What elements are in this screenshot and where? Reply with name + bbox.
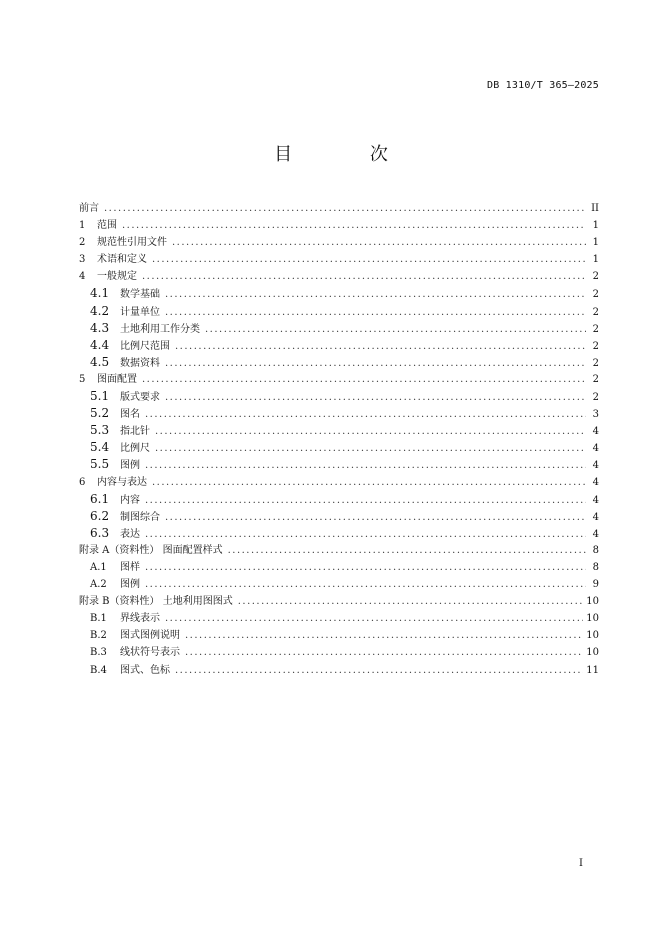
toc-leader-dots [165, 286, 586, 303]
toc-entry[interactable] [79, 456, 599, 473]
toc-entry[interactable] [79, 200, 599, 217]
toc-entry-label: 计量单位 [120, 306, 160, 318]
toc-entry-number: B.4 [90, 664, 107, 676]
toc-entry-page: 1 [592, 220, 599, 232]
toc-entry-number: 6.1 [90, 491, 110, 506]
toc-entry-number: 3 [79, 254, 86, 266]
toc-entry[interactable] [79, 542, 599, 559]
toc-entry[interactable] [79, 474, 599, 491]
toc-entry-page: 2 [592, 289, 599, 301]
toc-entry-number: 4.5 [90, 354, 110, 369]
toc-entry[interactable] [79, 610, 599, 627]
toc-entry-label: 指北针 [120, 426, 150, 438]
toc-leader-dots [155, 440, 586, 457]
toc-entry-label: 范围 [97, 220, 117, 232]
toc-entry[interactable] [79, 388, 599, 405]
toc-entry-label: 规范性引用文件 [97, 237, 167, 249]
toc-leader-dots [175, 662, 583, 679]
toc-leader-dots [175, 338, 586, 355]
toc-leader-dots [145, 492, 586, 509]
toc-leader-dots [165, 304, 586, 321]
toc-leader-dots [145, 406, 586, 423]
toc-entry-number: 5.4 [90, 440, 110, 455]
page-title: 目 次 [274, 144, 424, 165]
toc-leader-dots [228, 542, 586, 559]
toc-leader-dots [142, 371, 586, 388]
toc-entry[interactable] [79, 303, 599, 320]
toc-entry[interactable] [79, 405, 599, 422]
toc-entry-number: 6.2 [90, 508, 110, 523]
toc-leader-dots [145, 576, 586, 593]
toc-entry[interactable] [79, 593, 599, 610]
toc-entry[interactable] [79, 371, 599, 388]
toc-entry-number: 4.2 [90, 303, 110, 318]
toc-entry[interactable] [79, 576, 599, 593]
toc-entry-label: 比例尺范围 [120, 340, 170, 352]
toc-entry[interactable] [79, 525, 599, 542]
toc-entry-number: A.1 [90, 561, 107, 573]
toc-entry-page: 1 [592, 237, 599, 249]
toc-entry-page: 2 [592, 306, 599, 318]
toc-entry-page: II [591, 203, 599, 214]
toc-entry-number: 4.4 [90, 337, 110, 352]
toc-entry-label: 内容与表达 [97, 476, 147, 488]
toc-entry[interactable] [79, 559, 599, 576]
toc-entry-page: 4 [592, 460, 599, 472]
toc-entry-page: 10 [586, 630, 599, 642]
toc-entry[interactable] [79, 268, 599, 285]
toc-entry-page: 4 [592, 443, 599, 455]
toc-entry[interactable] [79, 285, 599, 302]
toc-leader-dots [185, 644, 583, 661]
toc-entry-page: 1 [592, 254, 599, 266]
toc-entry-page: 4 [592, 476, 599, 488]
toc-entry[interactable] [79, 337, 599, 354]
toc-entry[interactable] [79, 354, 599, 371]
toc-entry[interactable] [79, 644, 599, 661]
page-number: I [579, 858, 583, 869]
table-of-contents [79, 200, 599, 679]
toc-entry[interactable] [79, 439, 599, 456]
toc-entry-number: 4.3 [90, 320, 110, 335]
toc-entry-page: 4 [592, 511, 599, 523]
toc-entry-label: 前言 [79, 203, 99, 214]
toc-entry-page: 8 [592, 561, 599, 573]
toc-leader-dots [185, 627, 583, 644]
toc-entry-page: 2 [592, 323, 599, 335]
toc-entry-page: 2 [592, 357, 599, 369]
toc-entry-page: 3 [592, 409, 599, 421]
toc-entry-label: 图名 [120, 409, 140, 421]
toc-entry-label: 图面配置 [97, 373, 137, 385]
toc-entry-page: 11 [586, 664, 599, 676]
toc-entry-number: 6.3 [90, 525, 110, 540]
toc-entry-number: 5 [79, 373, 86, 385]
toc-leader-dots [165, 509, 586, 526]
toc-entry-label: 附录 B（资料性） 土地利用图图式 [79, 596, 233, 608]
toc-entry[interactable] [79, 234, 599, 251]
toc-entry[interactable] [79, 320, 599, 337]
toc-leader-dots [152, 474, 586, 491]
toc-entry[interactable] [79, 422, 599, 439]
toc-entry-label: 界线表示 [120, 613, 160, 625]
toc-entry-number: B.1 [90, 613, 107, 625]
toc-leader-dots [104, 200, 586, 217]
toc-entry-page: 9 [592, 579, 599, 591]
toc-entry-label: 术语和定义 [97, 254, 147, 266]
toc-entry-label: 图例 [120, 579, 140, 591]
toc-leader-dots [145, 526, 586, 543]
toc-entry-label: 图例 [120, 460, 140, 472]
toc-entry-page: 2 [592, 373, 599, 385]
toc-entry-label: 附录 A（资料性） 图面配置样式 [79, 544, 223, 556]
standard-code: DB 1310/T 365—2025 [487, 80, 599, 91]
toc-entry-number: 1 [79, 220, 86, 232]
toc-entry-label: 制图综合 [120, 511, 160, 523]
toc-entry[interactable] [79, 662, 599, 679]
toc-entry-label: 一般规定 [97, 271, 137, 283]
toc-entry-page: 8 [592, 544, 599, 556]
toc-entry-label: 图式图例说明 [120, 630, 180, 642]
toc-entry[interactable] [79, 508, 599, 525]
toc-entry-page: 4 [592, 494, 599, 506]
toc-entry-label: 图样 [120, 561, 140, 573]
toc-entry-number: 5.5 [90, 457, 110, 472]
toc-entry[interactable] [79, 627, 599, 644]
toc-entry[interactable] [79, 491, 599, 508]
toc-leader-dots [145, 559, 586, 576]
toc-entry-label: 土地利用工作分类 [120, 323, 200, 335]
toc-entry-page: 10 [586, 596, 599, 608]
toc-entry-number: 2 [79, 237, 86, 249]
toc-entry-label: 比例尺 [120, 443, 150, 455]
toc-leader-dots [155, 423, 586, 440]
toc-leader-dots [145, 457, 586, 474]
toc-entry-page: 10 [586, 613, 599, 625]
toc-leader-dots [122, 217, 586, 234]
toc-entry-number: 4 [79, 271, 86, 283]
toc-entry-page: 10 [586, 647, 599, 659]
toc-leader-dots [165, 610, 583, 627]
toc-entry-label: 图式、色标 [120, 664, 170, 676]
toc-entry-page: 2 [592, 392, 599, 404]
toc-entry-number: 5.3 [90, 423, 110, 438]
toc-entry-number: B.2 [90, 630, 107, 642]
toc-leader-dots [238, 593, 584, 610]
toc-entry-number: 5.2 [90, 406, 110, 421]
toc-entry-page: 2 [592, 340, 599, 352]
toc-entry-page: 2 [592, 271, 599, 283]
toc-leader-dots [165, 355, 586, 372]
toc-entry-label: 数学基础 [120, 289, 160, 301]
toc-leader-dots [152, 251, 586, 268]
toc-entry-number: B.3 [90, 647, 107, 659]
toc-entry-label: 版式要求 [120, 392, 160, 404]
toc-entry-number: 4.1 [90, 286, 110, 301]
toc-entry[interactable] [79, 251, 599, 268]
toc-entry-label: 内容 [120, 494, 140, 506]
toc-entry-page: 4 [592, 426, 599, 438]
toc-entry-number: 5.1 [90, 389, 110, 404]
toc-leader-dots [165, 389, 586, 406]
toc-entry-number: 6 [79, 476, 86, 488]
toc-entry-page: 4 [592, 528, 599, 540]
toc-leader-dots [142, 268, 586, 285]
toc-entry-label: 表达 [120, 528, 140, 540]
toc-entry[interactable] [79, 217, 599, 234]
toc-entry-number: A.2 [90, 579, 107, 591]
toc-leader-dots [172, 234, 586, 251]
toc-leader-dots [205, 321, 586, 338]
toc-entry-label: 线状符号表示 [120, 647, 180, 659]
toc-entry-label: 数据资料 [120, 357, 160, 369]
